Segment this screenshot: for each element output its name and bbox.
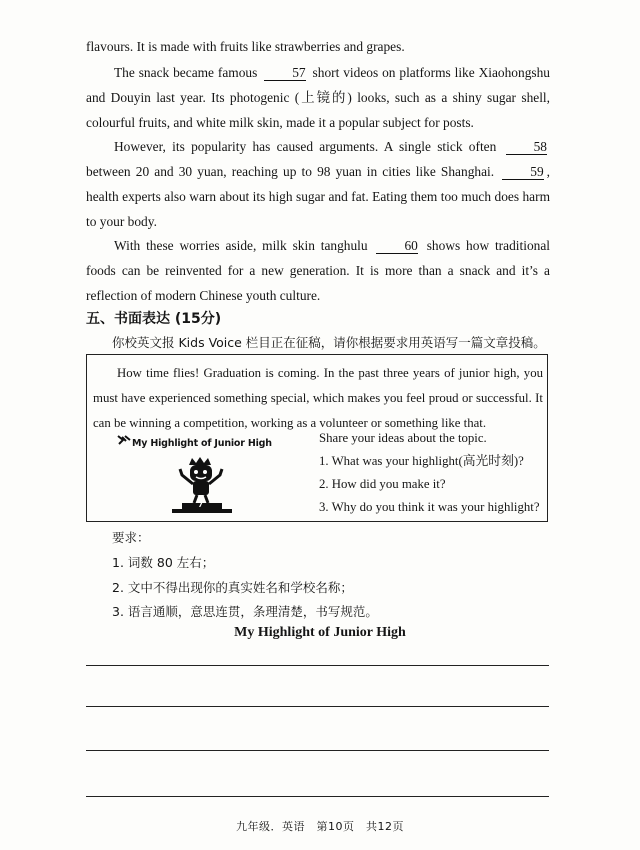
blank-59[interactable]: 59: [502, 164, 543, 180]
passage-paragraph-3: [86, 233, 550, 308]
passage-text-2c: , health experts also warn about its high sugar and fat. Eating them too much does harm to your body.: [86, 164, 550, 229]
figure-number: 7: [198, 501, 203, 509]
passage-line-0: [86, 34, 550, 59]
blank-58[interactable]: 58: [506, 139, 547, 155]
passage-paragraph-2: [86, 134, 550, 234]
passage-text-1a: The snack became famous: [114, 65, 258, 80]
prompt-line: Share your ideas about the topic.: [319, 431, 487, 445]
requirement-item: 3. 语言通顺，意思连贯，条理清楚，书写规范。: [112, 604, 378, 619]
blank-57[interactable]: 57: [264, 65, 305, 81]
essay-title: My Highlight of Junior High: [234, 625, 406, 640]
passage-text-3b: shows how traditional foods can be reinvented for a new generation. It is more than a snack and it’s a reflection of modern Chinese youth culture.: [86, 238, 550, 303]
requirement-item: 1. 词数 80 左右；: [112, 555, 215, 570]
spark-icon: [117, 435, 131, 445]
question-item: 3. Why do you think it was your highlight?: [319, 500, 540, 514]
writing-line[interactable]: [86, 665, 549, 666]
question-item: 2. How did you make it?: [319, 477, 446, 491]
writing-line[interactable]: [86, 750, 549, 751]
writing-line[interactable]: [86, 796, 549, 797]
writing-prompt-box: [86, 354, 548, 522]
passage-text-1b: short videos on platforms like Xiaohongshu and Douyin last year. Its photogenic (上镜的) looks, such as a shiny sugar shell, colourful fruits, and white milk skin, made it a popular subject for posts.: [86, 65, 550, 130]
writing-intro: 你校英文报 Kids Voice 栏目正在征稿，请你根据要求用英语写一篇文章投稿。: [112, 335, 546, 350]
section-title: 五、书面表达 (15分): [86, 311, 222, 327]
prompt-text: How time flies! Graduation is coming. In the past three years of junior high, you must have experienced something special, which makes you feel proud or successful. It can be winning a competition, working as a volunteer or something like that.: [93, 366, 543, 430]
requirement-item: 2. 文中不得出现你的真实姓名和学校名称；: [112, 580, 353, 595]
page-footer: 九年级．英语 第10页 共12页: [236, 820, 404, 833]
blank-60[interactable]: 60: [376, 238, 417, 254]
question-item: 1. What was your highlight(高光时刻)?: [319, 454, 524, 468]
passage-paragraph-1: [86, 60, 550, 135]
writing-line[interactable]: [86, 706, 549, 707]
requirements-title: 要求：: [112, 530, 150, 545]
passage-text-2b: between 20 and 30 yuan, reaching up to 98 yuan in cities like Shanghai.: [86, 164, 495, 179]
passage-text-3a: With these worries aside, milk skin tanghulu: [114, 238, 368, 253]
question-list: [319, 427, 545, 519]
passage-text-2a: However, its popularity has caused arguments. A single stick often: [114, 139, 497, 154]
passage-text-0: flavours. It is made with fruits like strawberries and grapes.: [86, 39, 405, 54]
highlight-logo-text: My Highlight of Junior High: [132, 438, 272, 449]
